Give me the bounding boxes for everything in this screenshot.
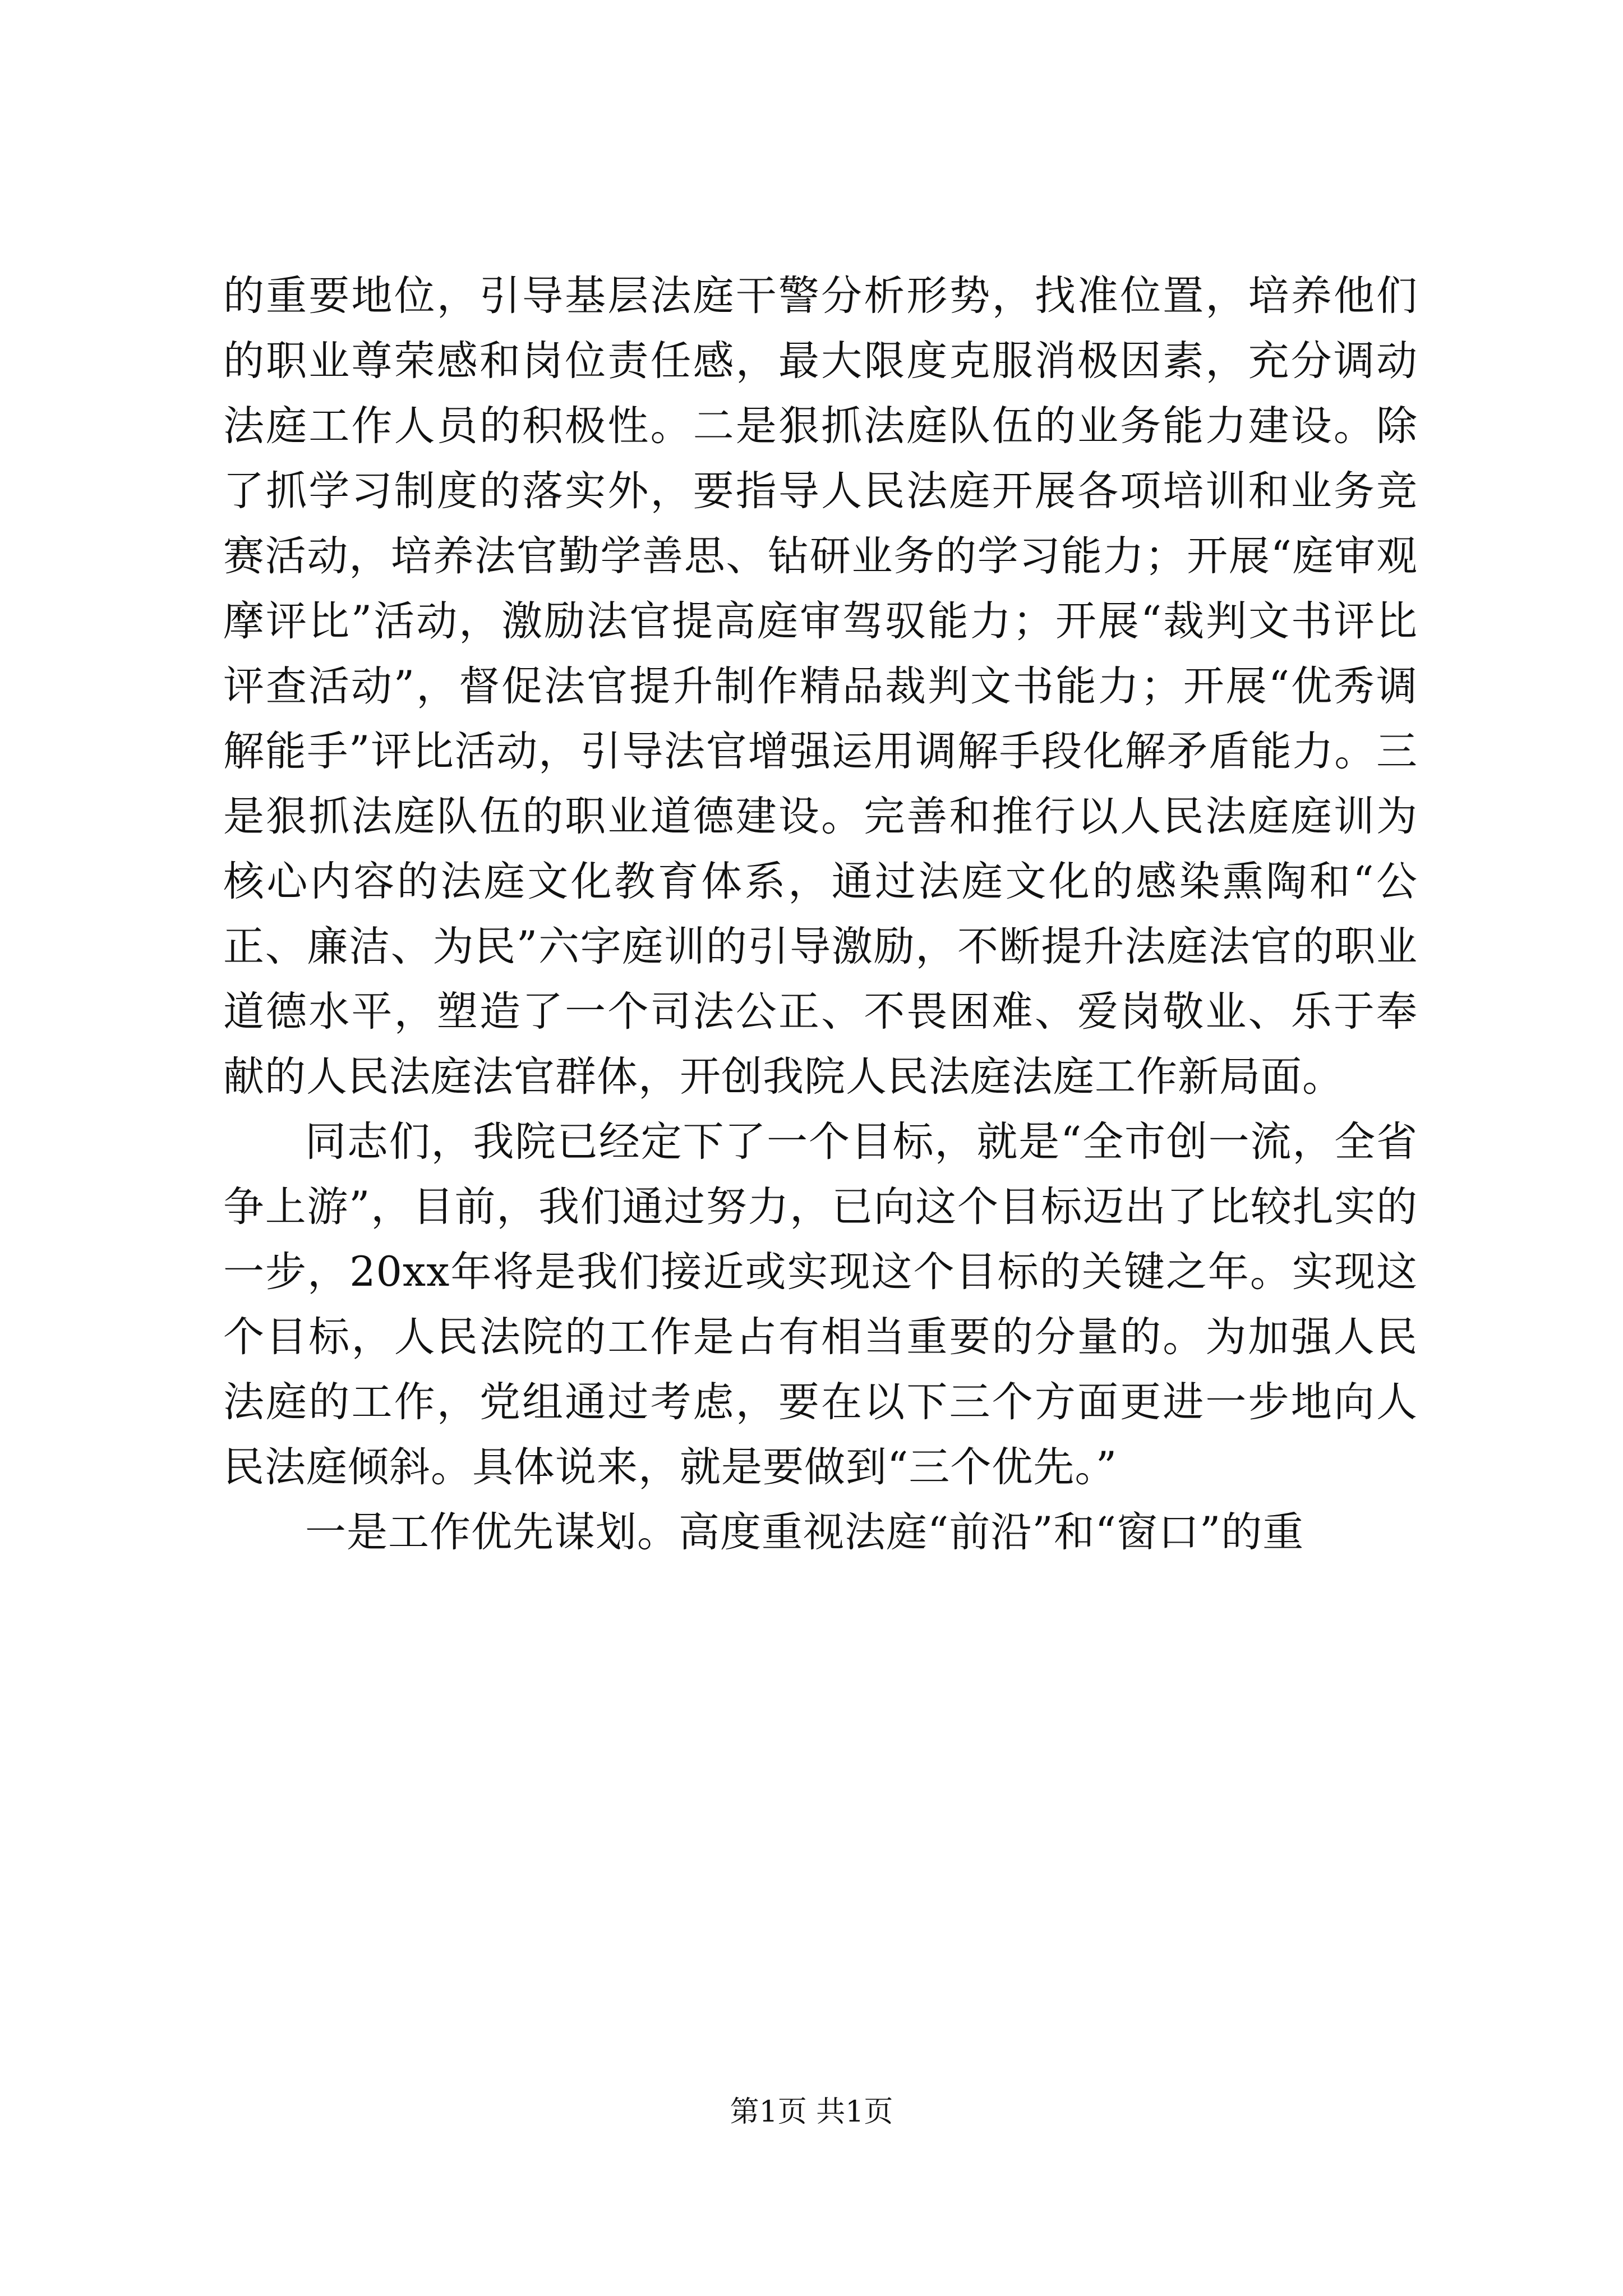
paragraph-work-priority: 一是工作优先谋划。高度重视法庭“前沿”和“窗口”的重 — [305, 1508, 1304, 1556]
page-footer: 第1页 共1页 — [730, 2095, 893, 2129]
paragraph-continuation: 的重要地位，引导基层法庭干警分析形势，找准位置，培养他们的职业尊荣感和岗位责任感，最大限度克服消极因素，充分调动法庭工作人员的积极性。二是狠抓法庭队伍的业务能力建设。除了抓学习制度的落实外，要指导人民法庭开展各项培训和业务竞赛活动，培养法官勤学善思、钻研业务的学习能力；开展“庭审观摩评比”活动，激励法官提高庭审驾驭能力；开展“裁判文书评比评查活动”，督促法官提升制作精品裁判文书能力；开展“优秀调解能手”评比活动，引导法官增强运用调解手段化解矛盾能力。三是狠抓法庭队伍的职业道德建设。完善和推行以人民法庭庭训为核心内容的法庭文化教育体系，通过法庭文化的感染熏陶和“公正、廉洁、为民”六字庭训的引导激励，不断提升法庭法官的职业道德水平，塑造了一个司法公正、不畏困难、爱岗敬业、乐于奉献的人民法庭法官群体，开创我院人民法庭法庭工作新局面。 — [223, 272, 1418, 1101]
paragraph-goal: 同志们，我院已经定下了一个目标，就是“全市创一流，全省争上游”，目前，我们通过努力，已向这个目标迈出了比较扎实的一步，20xx年将是我们接近或实现这个目标的关键之年。实现这个目标，人民法院的工作是占有相当重要的分量的。为加强人民法庭的工作，党组通过考虑，要在以下三个方面更进一步地向人民法庭倾斜。具体说来，就是要做到“三个优先。” — [223, 1118, 1418, 1491]
document-body — [223, 264, 1418, 1565]
